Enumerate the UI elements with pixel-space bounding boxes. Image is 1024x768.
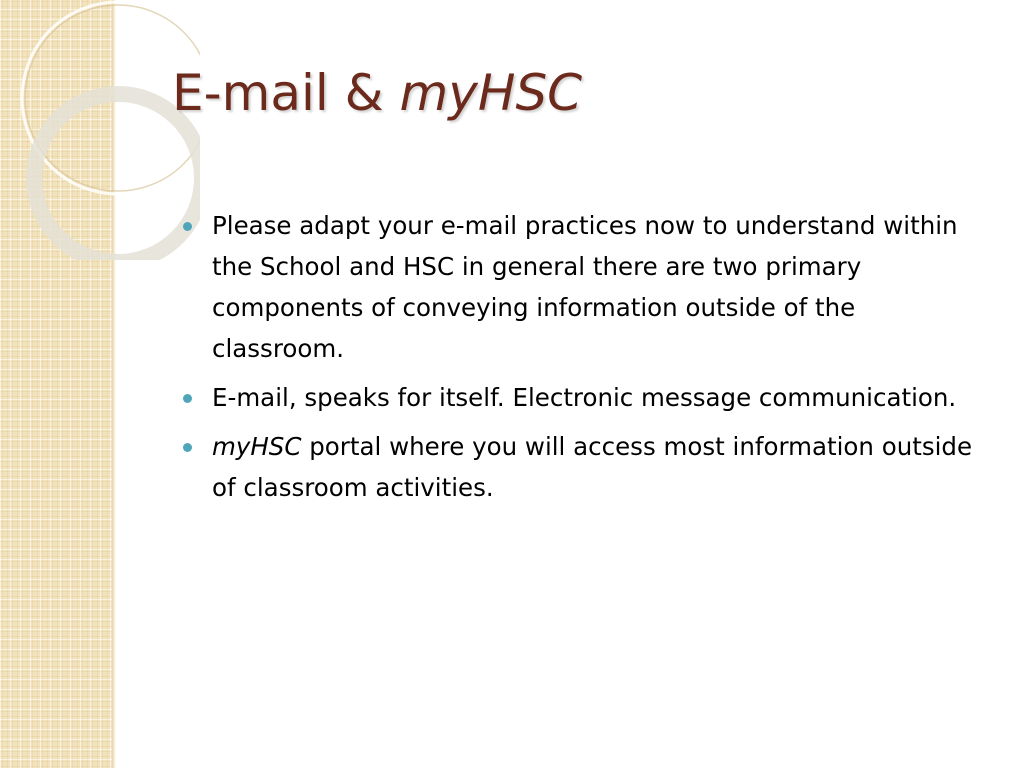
bullet-dot-icon xyxy=(183,443,192,452)
bullet-list xyxy=(180,205,980,516)
bullet-text: portal where you will access most information outside of classroom activities. xyxy=(212,432,973,502)
bullet-dot-icon xyxy=(183,222,192,231)
bullet-dot-icon xyxy=(183,394,192,403)
bullet-item xyxy=(180,205,980,369)
decorative-side-band xyxy=(0,0,112,768)
slide-title xyxy=(172,64,582,122)
bullet-lead-italic: myHSC xyxy=(212,432,302,461)
side-band-edge xyxy=(112,0,116,768)
bullet-item xyxy=(180,426,980,508)
bullet-text: Please adapt your e-mail practices now to understand within the School and HSC in general there are two primary components of conveying information outside of the classroom. xyxy=(212,211,958,363)
title-emphasis: myHSC xyxy=(399,64,583,122)
bullet-text: E-mail, speaks for itself. Electronic message communication. xyxy=(212,383,957,412)
title-main: E-mail & xyxy=(172,64,400,122)
bullet-item xyxy=(180,377,980,418)
